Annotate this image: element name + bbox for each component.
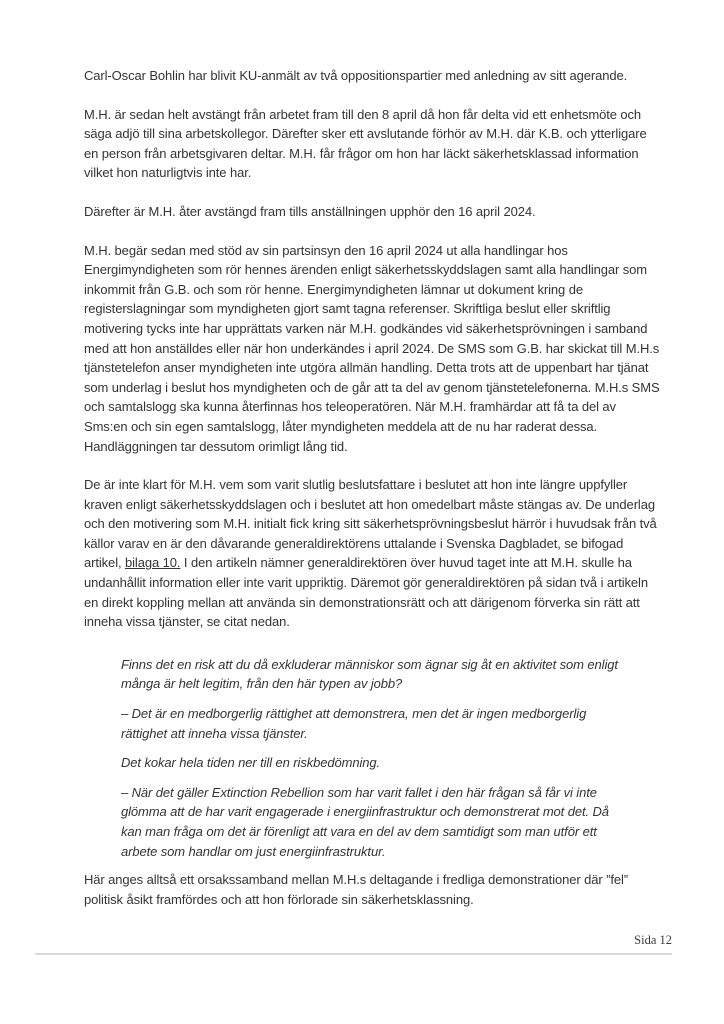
page-number-label: Sida 12: [634, 933, 672, 947]
quote-extinction-rebellion: – När det gäller Extinction Rebellion som har varit fallet i den här frågan så får vi inte glömma att de har varit engagerade i energiinfrastruktur och demonstrerat mot det. Då kan man fråga om det är förenligt att vara en del av dem samtidigt som man utför ett arbete som handlar om just energiinfrastruktur.: [121, 784, 609, 859]
attachment-reference-bilaga-10: bilaga 10.: [125, 555, 181, 571]
paragraph-partsinsyn: M.H. begär sedan med stöd av sin partsinsyn den 16 april 2024 ut alla handlingar hos Energimyndigheten som rör hennes ärenden enligt säkerhetsskyddslagen samt alla handlingar som inkommit från G.B. och som rör henne. Energimyndigheten lämnar ut dokument kring de registerslagningar som myndigheten gjort samt tagna referenser. Skriftliga beslut eller skriftlig motivering tycks inte har upprättats varken när M.H. godkändes vid säkerhetsprövningen i samband med att hon anställdes eller när hon underkändes i april 2024. De SMS som G.B. har skickat till M.H.s tjänstetelefon anser myndigheten inte utgöra allmän handling. Detta trots att de uppenbart har tjänat som underlag i beslut hos myndigheten och de går att ta del av genom tjänstetelefonerna. M.H.s SMS och samtalslogg ska kunna återfinnas hos teleoperatören. När M.H. framhärdar att få ta del av Sms:en och sin egen samtalslogg, låter myndigheten meddela att de nu har raderat dessa. Handläggningen tar dessutom orimligt lång tid.: [84, 242, 660, 454]
paragraph-beslutsfattare: [84, 475, 662, 632]
quote-interview-question: Finns det en risk att du då exkluderar människor som ägnar sig åt en aktivitet som enligt många är helt legitim, från den här typen av jobb?: [121, 656, 618, 692]
document-body: [84, 66, 662, 909]
paragraph-avstangning: M.H. är sedan helt avstängt från arbetet fram till den 8 april då hon får delta vid ett enhetsmöte och säga adjö till sina arbetskollegor. Därefter sker ett avslutande förhör av M.H. där K.B. och ytterligare en person från arbetsgivaren deltar. M.H. får frågor om hon har läckt säkerhetsklassad information vilket hon naturligtvis inte har.: [84, 106, 647, 181]
paragraph-ku-anmalan: Carl-Oscar Bohlin har blivit KU-anmält av två oppositionspartier med anledning av sitt agerande.: [84, 68, 628, 83]
quote-answer-medborgerlig-rattighet: – Det är en medborgerlig rättighet att demonstrera, men det är ingen medborgerlig rättighet att inneha vissa tjänster.: [121, 706, 587, 741]
paragraph-beslutsfattare-text-before: De är inte klart för M.H. vem som varit slutlig beslutsfattare i beslutet att hon inte längre uppfyller kraven enligt säkerhetsskyddslagen och i beslutet att hon omedelbart måste stängas av. De underlag och den motivering som M.H. initialt fick kring sitt säkerhetsprövningsbeslut härrör i huvudsak från två källor varav en är den dåvarande generaldirektörens uttalande i Svenska Dagbladet, se bifogad artikel,: [84, 477, 657, 571]
quote-riskbedomning: Det kokar hela tiden ner till en riskbedömning.: [121, 755, 381, 771]
paragraph-beslutsfattare-text-after: I den artikeln nämner generaldirektören över huvud taget inte att M.H. skulle ha undanhållit information eller inte varit uppriktig. Däremot gör generaldirektören på sidan två i artikeln en direkt koppling mellan att använda sin demonstrationsrätt och att därigenom förverka sin rätt att inneha vissa tjänster, se citat nedan.: [84, 555, 648, 630]
paragraph-orsakssamband: Här anges alltså ett orsakssamband mellan M.H.s deltagande i fredliga demonstrationer där ”fel” politisk åsikt framfördes och att hon förlorade sin säkerhetsklassning.: [84, 872, 628, 907]
footer-divider-line: [35, 953, 672, 955]
paragraph-anstallning-upphor: Därefter är M.H. åter avstängd fram tills anställningen upphör den 16 april 2024.: [84, 203, 536, 219]
